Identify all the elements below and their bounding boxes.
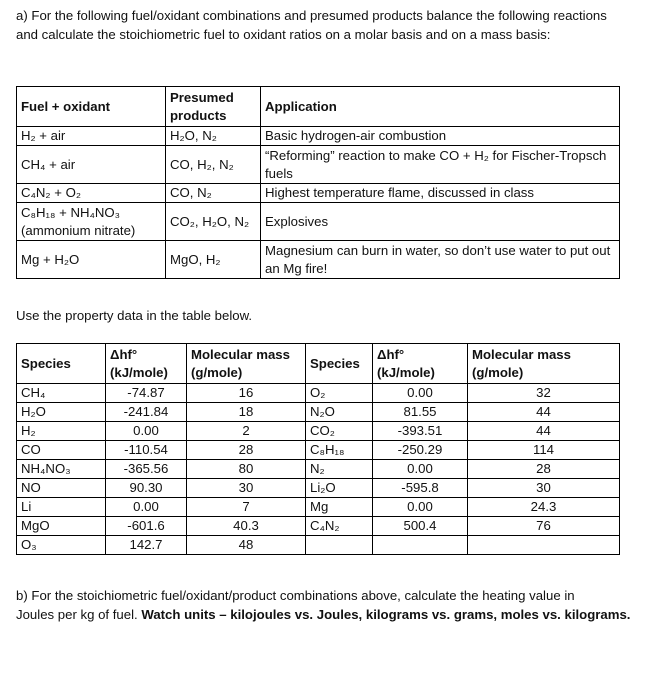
products-cell: CO, N₂ xyxy=(166,184,261,203)
application-cell: Highest temperature flame, discussed in class xyxy=(261,184,620,203)
fuel-cell: Mg + H₂O xyxy=(17,241,166,279)
mass-cell: 24.3 xyxy=(468,498,620,517)
mass-cell: 76 xyxy=(468,517,620,536)
products-cell: H₂O, N₂ xyxy=(166,127,261,146)
species-cell: NH₄NO₃ xyxy=(17,460,106,479)
fuel-cell: CH₄ + air xyxy=(17,146,166,184)
mass-cell: 44 xyxy=(468,403,620,422)
part-b-line-2: Joules per kg of fuel. xyxy=(16,607,138,622)
header-presumed-products: Presumed products xyxy=(166,87,261,127)
header-fuel-oxidant: Fuel + oxidant xyxy=(17,87,166,127)
application-cell: Basic hydrogen-air combustion xyxy=(261,127,620,146)
enthalpy-cell: 142.7 xyxy=(106,536,187,555)
table-row xyxy=(17,403,620,422)
fuel-cell: C₄N₂ + O₂ xyxy=(17,184,166,203)
species-cell: CH₄ xyxy=(17,384,106,403)
enthalpy-cell: -110.54 xyxy=(106,441,187,460)
mass-cell: 7 xyxy=(187,498,306,517)
table-row xyxy=(17,203,620,241)
enthalpy-cell: -241.84 xyxy=(106,403,187,422)
mass-cell: 18 xyxy=(187,403,306,422)
table-row xyxy=(17,241,620,279)
part-a-intro: a) For the following fuel/oxidant combinations and presumed products balance the following reactions and calculate the stoichiometric fuel to oxidant ratios on a molar basis and on a mass basis: xyxy=(16,8,607,42)
species-cell: H₂ xyxy=(17,422,106,441)
mass-cell: 80 xyxy=(187,460,306,479)
property-table xyxy=(16,343,620,555)
mass-cell: 16 xyxy=(187,384,306,403)
species-cell: Li xyxy=(17,498,106,517)
part-b-warning: Watch units – kilojoules vs. Joules, kilograms vs. grams, moles vs. kilograms. xyxy=(141,607,631,622)
table-row xyxy=(17,460,620,479)
enthalpy-cell xyxy=(373,536,468,555)
application-cell: Magnesium can burn in water, so don’t use water to put out an Mg fire! xyxy=(261,241,620,279)
enthalpy-cell: -595.8 xyxy=(373,479,468,498)
header-species-2: Species xyxy=(306,344,373,384)
mass-cell: 40.3 xyxy=(187,517,306,536)
enthalpy-cell: 81.55 xyxy=(373,403,468,422)
table-row xyxy=(17,517,620,536)
enthalpy-cell: 0.00 xyxy=(373,384,468,403)
reactions-table xyxy=(16,86,620,279)
header-enthalpy-2: Δhf° (kJ/mole) xyxy=(373,344,468,384)
table-row xyxy=(17,479,620,498)
table-header-row xyxy=(17,344,620,384)
species-cell: Mg xyxy=(306,498,373,517)
mass-cell: 44 xyxy=(468,422,620,441)
species-cell: MgO xyxy=(17,517,106,536)
enthalpy-cell: 0.00 xyxy=(373,460,468,479)
species-cell: H₂O xyxy=(17,403,106,422)
mass-cell: 114 xyxy=(468,441,620,460)
header-application: Application xyxy=(261,87,620,127)
species-cell: O₂ xyxy=(306,384,373,403)
products-cell: CO, H₂, N₂ xyxy=(166,146,261,184)
table-row xyxy=(17,384,620,403)
enthalpy-cell: 90.30 xyxy=(106,479,187,498)
species-cell xyxy=(306,536,373,555)
table-row xyxy=(17,498,620,517)
application-cell: “Reforming” reaction to make CO + H₂ for Fischer-Tropsch fuels xyxy=(261,146,620,184)
species-cell: O₃ xyxy=(17,536,106,555)
mass-cell: 30 xyxy=(187,479,306,498)
table-row xyxy=(17,536,620,555)
mass-cell: 2 xyxy=(187,422,306,441)
part-b-line-1: b) For the stoichiometric fuel/oxidant/product combinations above, calculate the heating value in xyxy=(16,588,575,603)
species-cell: N₂ xyxy=(306,460,373,479)
enthalpy-cell: 0.00 xyxy=(373,498,468,517)
header-molecular-mass-2: Molecular mass (g/mole) xyxy=(468,344,620,384)
enthalpy-cell: -74.87 xyxy=(106,384,187,403)
table-row xyxy=(17,422,620,441)
application-cell: Explosives xyxy=(261,203,620,241)
mass-cell: 28 xyxy=(468,460,620,479)
table-row xyxy=(17,441,620,460)
enthalpy-cell: -365.56 xyxy=(106,460,187,479)
header-molecular-mass: Molecular mass (g/mole) xyxy=(187,344,306,384)
products-cell: MgO, H₂ xyxy=(166,241,261,279)
products-cell: CO₂, H₂O, N₂ xyxy=(166,203,261,241)
enthalpy-cell: 0.00 xyxy=(106,422,187,441)
part-b-text xyxy=(16,586,632,624)
mass-cell: 32 xyxy=(468,384,620,403)
species-cell: CO xyxy=(17,441,106,460)
enthalpy-cell: -601.6 xyxy=(106,517,187,536)
table-row xyxy=(17,146,620,184)
species-cell: CO₂ xyxy=(306,422,373,441)
table-row xyxy=(17,184,620,203)
enthalpy-cell: 500.4 xyxy=(373,517,468,536)
enthalpy-cell: -393.51 xyxy=(373,422,468,441)
fuel-cell: C₈H₁₈ + NH₄NO₃ (ammonium nitrate) xyxy=(17,203,166,241)
table-header-row xyxy=(17,87,620,127)
species-cell: N₂O xyxy=(306,403,373,422)
enthalpy-cell: 0.00 xyxy=(106,498,187,517)
property-note: Use the property data in the table below. xyxy=(16,308,253,323)
species-cell: C₄N₂ xyxy=(306,517,373,536)
species-cell: NO xyxy=(17,479,106,498)
header-enthalpy: Δhf° (kJ/mole) xyxy=(106,344,187,384)
table-row xyxy=(17,127,620,146)
mass-cell xyxy=(468,536,620,555)
species-cell: C₈H₁₈ xyxy=(306,441,373,460)
enthalpy-cell: -250.29 xyxy=(373,441,468,460)
mass-cell: 28 xyxy=(187,441,306,460)
species-cell: Li₂O xyxy=(306,479,373,498)
fuel-cell: H₂ + air xyxy=(17,127,166,146)
header-species: Species xyxy=(17,344,106,384)
mass-cell: 48 xyxy=(187,536,306,555)
mass-cell: 30 xyxy=(468,479,620,498)
